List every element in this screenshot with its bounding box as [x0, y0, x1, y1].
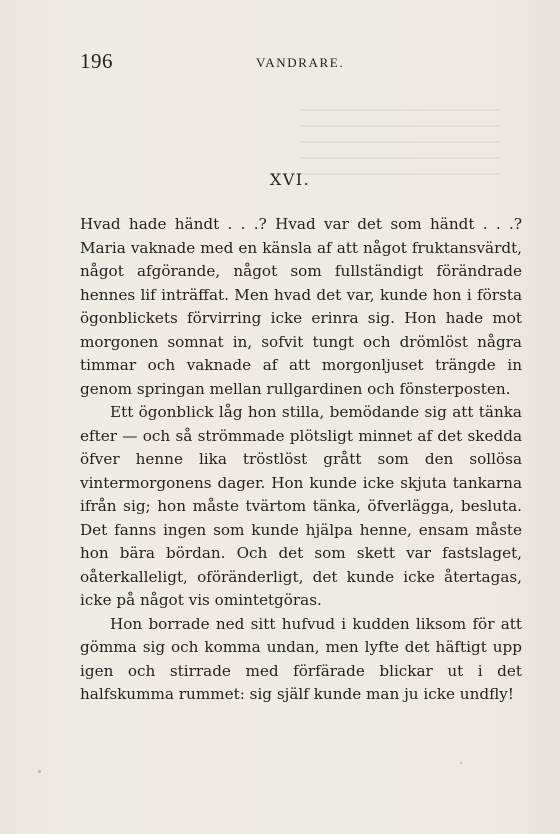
- paper-speck: [460, 762, 462, 764]
- page-number: 196: [80, 49, 113, 73]
- paragraph-2: Ett ögonblick låg hon stilla, bemödande sig att tänka efter — och så strömmade plötsligt minnet af det skedda öfver henne lika tröstlöst grått som den sollösa vintermorgonens dager. Hon kunde icke skjuta tankarna ifrån sig; hon måste tvärtom tänka, öfverlägga, besluta. Det fanns ingen som kunde hjälpa henne, ensam måste hon bära bördan. Och det som skett var fastslaget, oåterkalleligt, oföränderligt, det kunde icke återtagas, icke på något vis omintetgöras.: [80, 403, 522, 609]
- paragraph-1: Hvad hade händt . . .? Hvad var det som händt . . .? Maria vaknade med en känsla af att något fruktansvärdt, något afgörande, något som fullständigt förändrade hennes lif inträffat. Men hvad det var, kunde hon i första ögonblickets förvirring icke erinra sig. Hon hade mot morgonen somnat in, sofvit tungt och drömlöst några timmar och vaknade af att morgonljuset trängde in genom springan mellan rullgardinen och fönsterposten.: [80, 215, 522, 398]
- paragraph-3: Hon borrade ned sitt hufvud i kudden liksom för att gömma sig och komma undan, men lyfte det häftigt upp igen och stirrade med förfärade blickar ut i det halfskumma rummet: sig själf kunde man ju icke undfly!: [80, 614, 522, 703]
- body-text: [80, 213, 522, 707]
- running-head: [80, 49, 480, 75]
- paper-speck: [38, 770, 41, 773]
- chapter-heading: XVI.: [269, 170, 311, 189]
- running-title: VANDRARE.: [256, 55, 345, 70]
